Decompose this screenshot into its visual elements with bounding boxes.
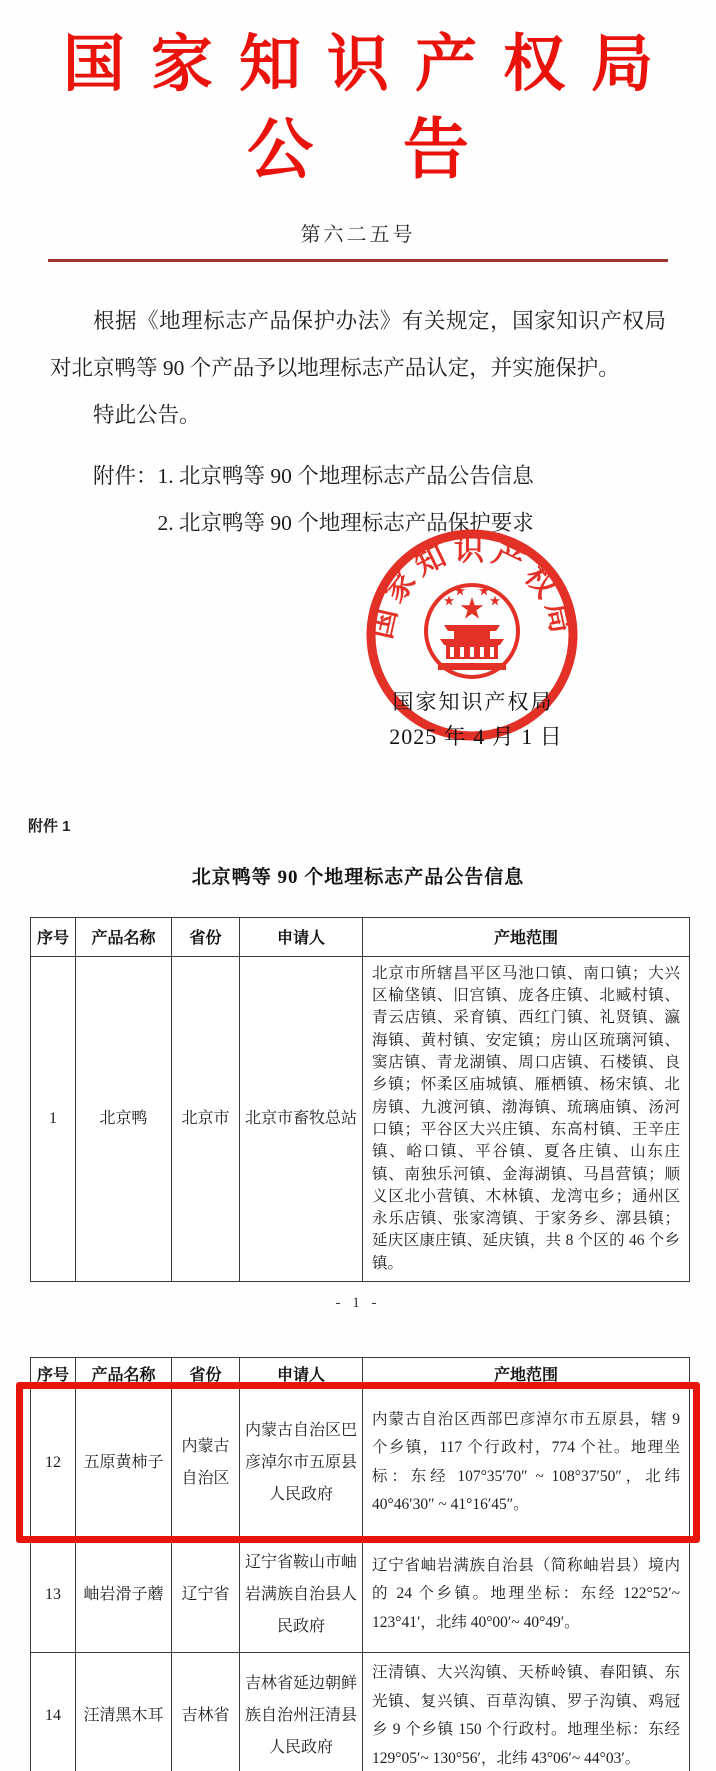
table-row bbox=[31, 1389, 690, 1537]
col-header-applicant: 申请人 bbox=[240, 917, 363, 956]
table-header-row bbox=[31, 917, 690, 956]
issuer-name: 国家知识产权局 bbox=[392, 690, 554, 714]
page-number: - 1 - bbox=[335, 1295, 381, 1312]
seal-arc-text: 国家知识产权局 bbox=[364, 534, 580, 642]
gi-products-table-page1 bbox=[30, 917, 690, 1282]
col-header-province: 省份 bbox=[172, 917, 240, 956]
col-header-province: 省份 bbox=[172, 1358, 240, 1389]
body-paragraph: 根据《地理标志产品保护办法》有关规定，国家知识产权局对北京鸭等 90 个产品予以地理标志产品认定，并实施保护。 bbox=[50, 308, 666, 380]
gi-products-table-page2 bbox=[30, 1357, 690, 1771]
table-row bbox=[31, 1653, 690, 1771]
col-header-product: 产品名称 bbox=[76, 917, 172, 956]
cell-applicant: 内蒙古自治区巴彦淖尔市五原县人民政府 bbox=[240, 1389, 363, 1537]
cell-province: 内蒙古自治区 bbox=[172, 1389, 240, 1537]
cell-no: 14 bbox=[31, 1653, 76, 1771]
cell-product: 岫岩滑子蘑 bbox=[76, 1537, 172, 1653]
cell-area: 辽宁省岫岩满族自治县（简称岫岩县）境内的 24 个乡镇。地理坐标：东经 122°52′~ 123°41′，北纬 40°00′~ 40°49′。 bbox=[363, 1537, 690, 1653]
cell-province: 辽宁省 bbox=[172, 1537, 240, 1653]
col-header-product: 产品名称 bbox=[76, 1358, 172, 1389]
col-header-no: 序号 bbox=[31, 1358, 76, 1389]
notice-body bbox=[50, 298, 666, 439]
table-row bbox=[31, 1537, 690, 1653]
col-header-area: 产地范围 bbox=[363, 1358, 690, 1389]
col-header-no: 序号 bbox=[31, 917, 76, 956]
document-number: 第六二五号 bbox=[300, 223, 416, 246]
cell-no: 13 bbox=[31, 1537, 76, 1653]
cell-product: 汪清黑木耳 bbox=[76, 1653, 172, 1771]
table-row bbox=[31, 956, 690, 1281]
cell-province: 北京市 bbox=[172, 956, 240, 1281]
cell-province: 吉林省 bbox=[172, 1653, 240, 1771]
cell-product: 北京鸭 bbox=[76, 956, 172, 1281]
attachments-label: 附件： bbox=[93, 463, 158, 488]
attachment-1-label: 附件 1 bbox=[28, 817, 71, 835]
red-divider-rule bbox=[48, 259, 668, 262]
national-emblem-icon bbox=[426, 585, 518, 677]
attachment-item: 1. 北京鸭等 90 个地理标志产品公告信息 bbox=[157, 463, 534, 488]
attachment-item: 2. 北京鸭等 90 个地理标志产品保护要求 bbox=[157, 510, 534, 535]
notice-title: 公 告 bbox=[247, 114, 481, 188]
cell-applicant: 辽宁省鞍山市岫岩满族自治县人民政府 bbox=[240, 1537, 363, 1653]
agency-title: 国家知识产权局 bbox=[62, 31, 680, 99]
cell-no: 1 bbox=[31, 956, 76, 1281]
col-header-applicant: 申请人 bbox=[240, 1358, 363, 1389]
cell-area: 北京市所辖昌平区马池口镇、南口镇；大兴区榆垡镇、旧宫镇、庞各庄镇、北臧村镇、青云店镇、采育镇、西红门镇、礼贤镇、瀛海镇、黄村镇、安定镇；房山区琉璃河镇、窦店镇、青龙湖镇、周口店镇、石楼镇、良乡镇；怀柔区庙城镇、雁栖镇、杨宋镇、北房镇、九渡河镇、渤海镇、琉璃庙镇、汤河口镇；平谷区大兴庄镇、东高村镇、王辛庄镇、峪口镇、平谷镇、夏各庄镇、山东庄镇、南独乐河镇、金海湖镇、马昌营镇；顺义区北小营镇、木林镇、龙湾屯乡；通州区永乐店镇、张家湾镇、于家务乡、漷县镇；延庆区康庄镇、延庆镇，共 8 个区的 46 个乡镇。 bbox=[363, 956, 690, 1281]
cell-product: 五原黄柿子 bbox=[76, 1389, 172, 1537]
body-paragraph: 特此公告。 bbox=[93, 402, 201, 427]
cell-no: 12 bbox=[31, 1389, 76, 1537]
table-title: 北京鸭等 90 个地理标志产品公告信息 bbox=[191, 866, 525, 888]
cell-applicant: 北京市畜牧总站 bbox=[240, 956, 363, 1281]
table-header-row bbox=[31, 1358, 690, 1389]
cell-area: 汪清镇、大兴沟镇、天桥岭镇、春阳镇、东光镇、复兴镇、百草沟镇、罗子沟镇、鸡冠乡 9 个乡镇 150 个行政村。地理坐标：东经 129°05′~ 130°56′，北纬 43°06′~ 44°03′。 bbox=[363, 1653, 690, 1771]
col-header-area: 产地范围 bbox=[363, 917, 690, 956]
issue-date: 2025 年 4 月 1 日 bbox=[389, 724, 563, 749]
cell-applicant: 吉林省延边朝鲜族自治州汪清县人民政府 bbox=[240, 1653, 363, 1771]
cell-area: 内蒙古自治区西部巴彦淖尔市五原县，辖 9 个乡镇，117 个行政村，774 个社。地理坐标：东经 107°35′70″ ~ 108°37′50″，北纬 40°46′30″ ~ 41°16′45″。 bbox=[363, 1389, 690, 1537]
